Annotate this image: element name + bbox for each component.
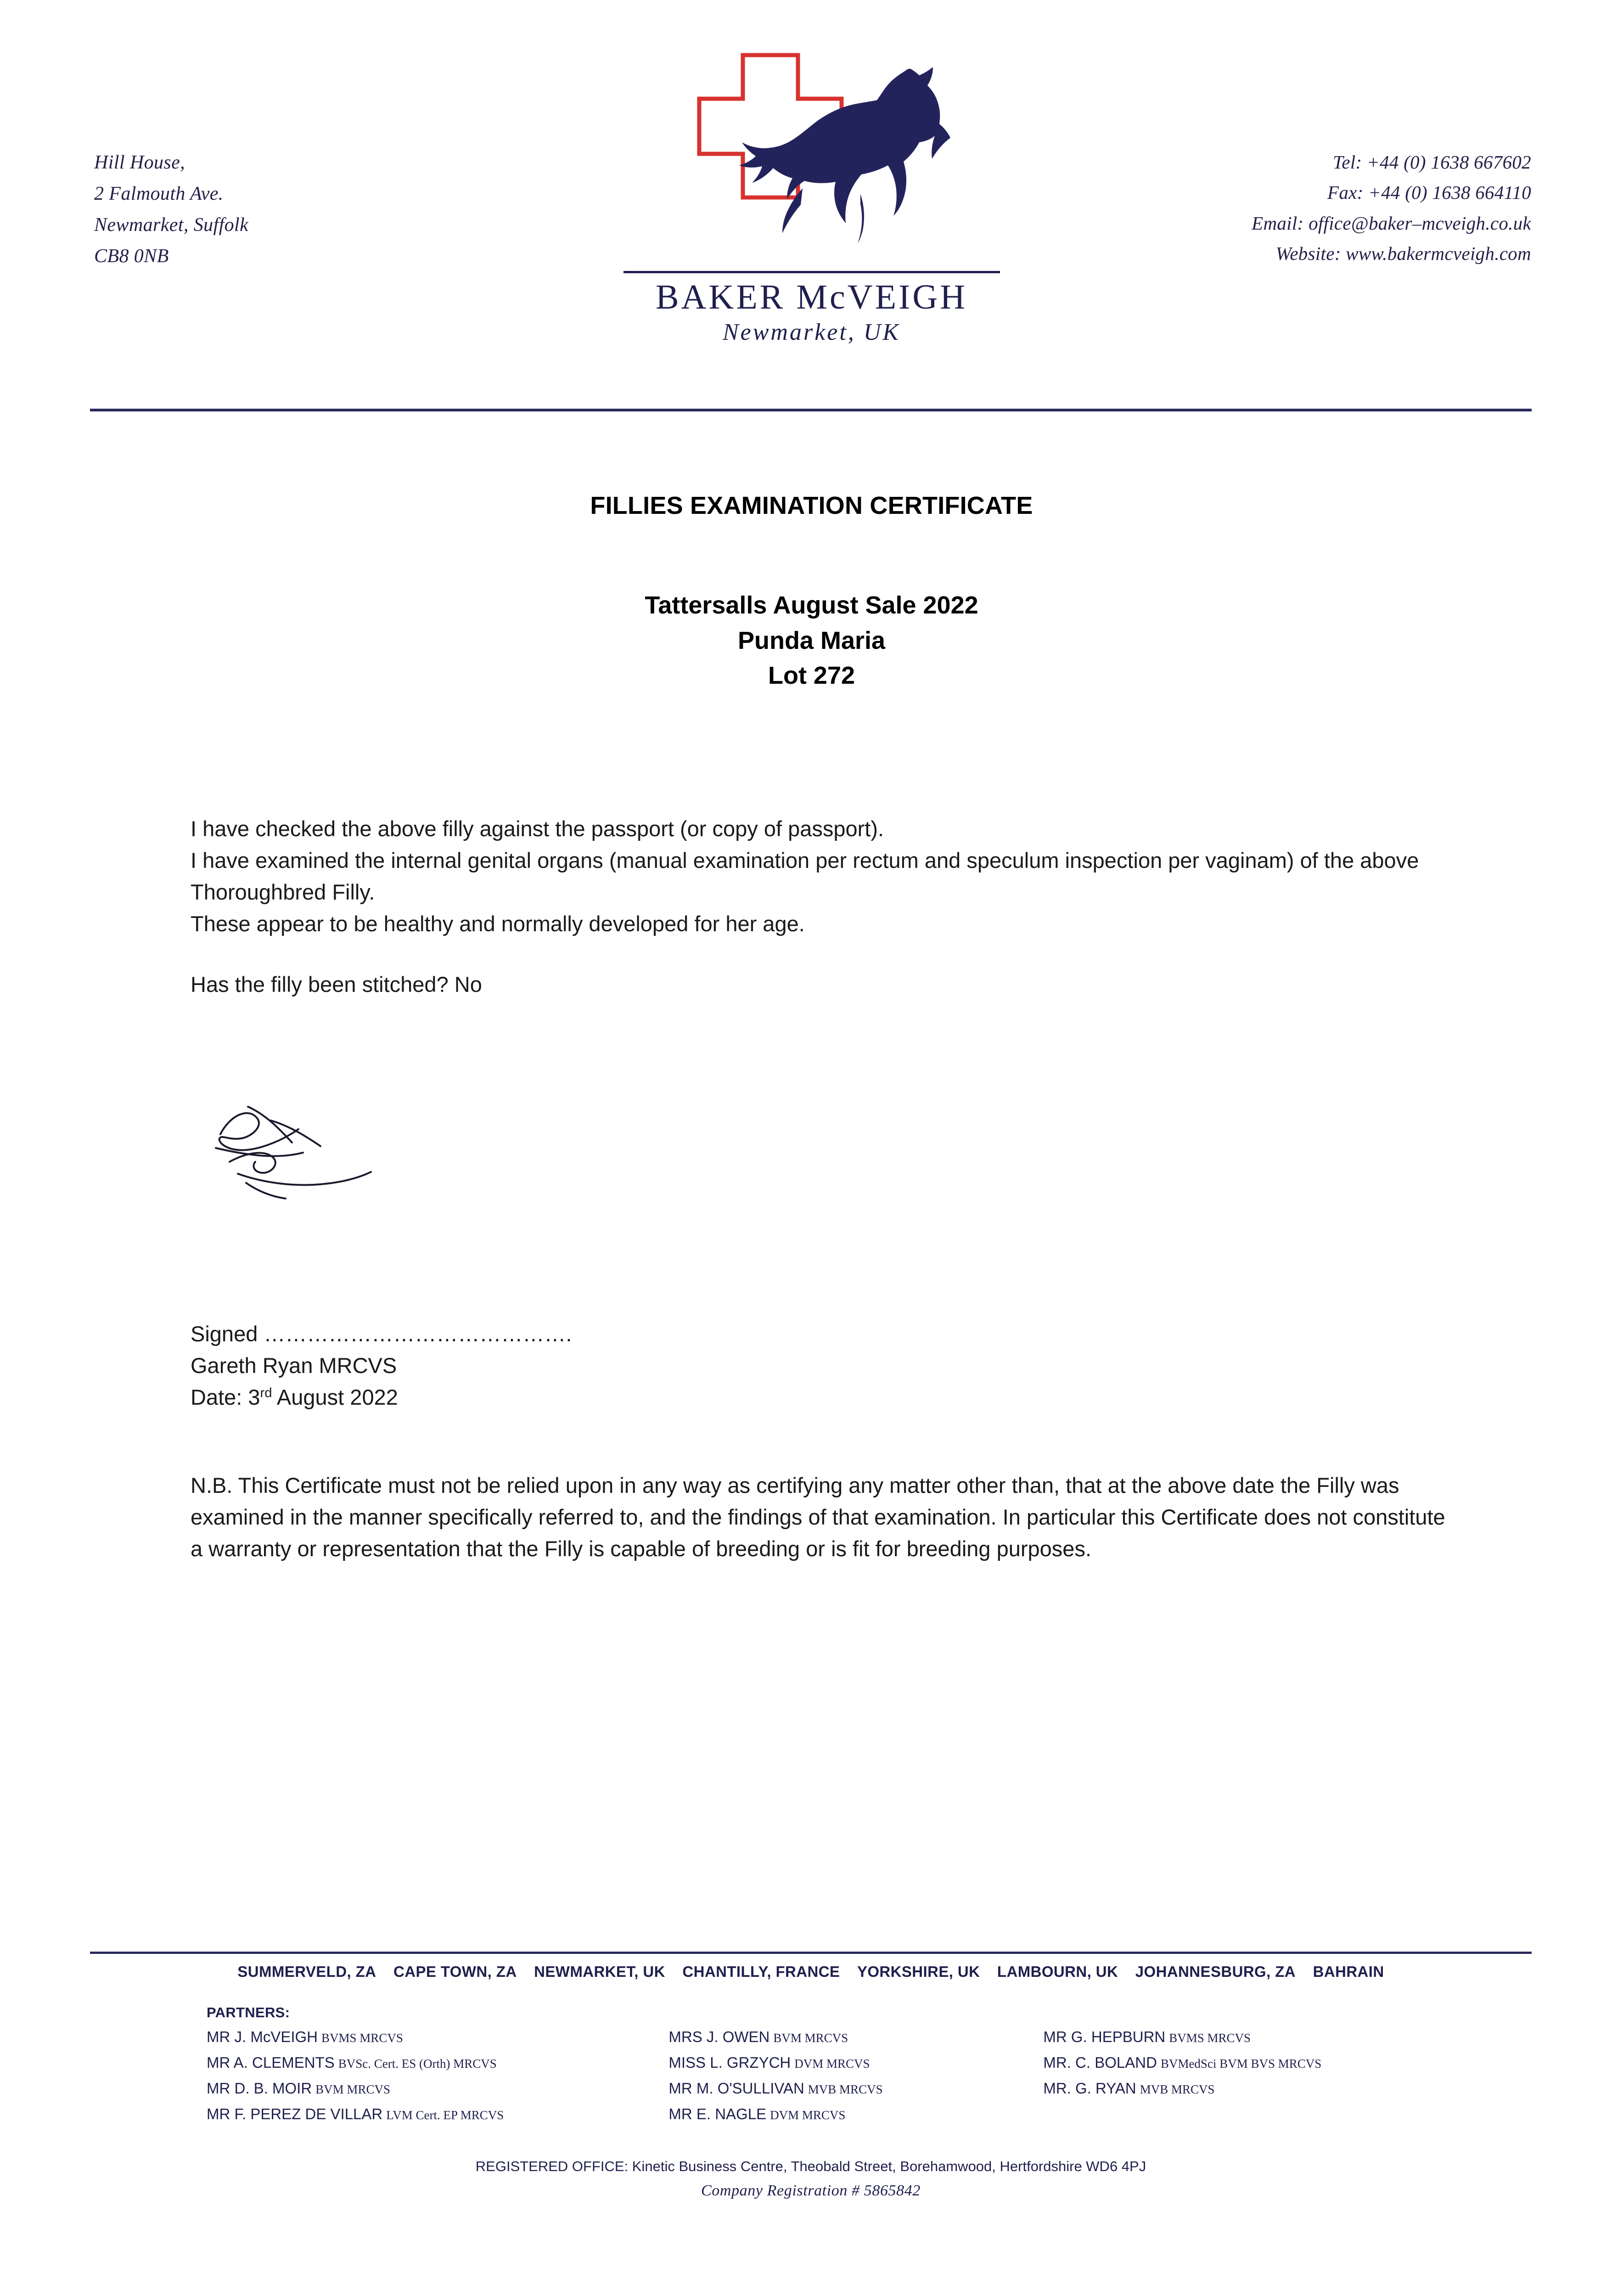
signature-mark bbox=[202, 1093, 459, 1221]
sale-details bbox=[0, 588, 1623, 693]
address-line: Newmarket, Suffolk bbox=[94, 214, 249, 236]
partner-name: MISS L. GRZYCH bbox=[668, 2054, 791, 2071]
horse-and-cross-icon bbox=[605, 51, 1018, 271]
partner-qualifications: BVMedSci BVM BVS MRCVS bbox=[1160, 2057, 1322, 2071]
partner-name: MRS J. OWEN bbox=[668, 2028, 770, 2045]
stitched-question: Has the filly been stitched? No bbox=[191, 972, 482, 997]
statement-paragraph-3: These appear to be healthy and normally developed for her age. bbox=[191, 912, 805, 936]
partners-column bbox=[1043, 2028, 1455, 2131]
partners-section bbox=[207, 2004, 1455, 2131]
partner-qualifications: BVSc. Cert. ES (Orth) MRCVS bbox=[338, 2057, 497, 2071]
signature-block bbox=[191, 1318, 1458, 1413]
partner-qualifications: DVM MRCVS bbox=[770, 2108, 846, 2122]
partner-name: MR M. O'SULLIVAN bbox=[668, 2080, 804, 2097]
location-item: CHANTILLY, FRANCE bbox=[682, 1963, 840, 1980]
signature-date bbox=[191, 1381, 1458, 1413]
address-line: 2 Falmouth Ave. bbox=[94, 183, 224, 205]
contact-email[interactable]: Email: office@baker–mcveigh.co.uk bbox=[1252, 212, 1531, 234]
footer-divider bbox=[90, 1952, 1532, 1954]
location-item: YORKSHIRE, UK bbox=[857, 1963, 980, 1980]
header-divider bbox=[90, 409, 1532, 411]
partner-row bbox=[207, 2080, 668, 2097]
partner-qualifications: BVMS MRCVS bbox=[1169, 2031, 1251, 2045]
sale-name: Tattersalls August Sale 2022 bbox=[645, 591, 978, 619]
location-item: LAMBOURN, UK bbox=[997, 1963, 1118, 1980]
statement-paragraph-1: I have checked the above filly against the passport (or copy of passport). bbox=[191, 816, 884, 841]
lot-number: Lot 272 bbox=[768, 662, 855, 690]
logo-divider bbox=[623, 271, 1000, 273]
page-title: FILLIES EXAMINATION CERTIFICATE bbox=[590, 492, 1033, 519]
letterhead bbox=[0, 0, 1623, 413]
partner-row bbox=[207, 2054, 668, 2071]
partner-qualifications: MVB MRCVS bbox=[1140, 2082, 1215, 2096]
partners-columns bbox=[207, 2028, 1455, 2131]
statement-paragraph-2: I have examined the internal genital organs (manual examination per rectum and speculum inspection per vaginam) of the above Thoroughbred Filly. bbox=[191, 848, 1419, 905]
partner-name: MR D. B. MOIR bbox=[207, 2080, 312, 2097]
practice-address bbox=[94, 147, 461, 272]
partner-name: MR G. HEPBURN bbox=[1043, 2028, 1166, 2045]
partner-name: MR. C. BOLAND bbox=[1043, 2054, 1157, 2071]
partner-qualifications: DVM MRCVS bbox=[794, 2057, 870, 2071]
partner-name: MR A. CLEMENTS bbox=[207, 2054, 335, 2071]
date-prefix: Date: 3 bbox=[191, 1385, 260, 1410]
partner-row bbox=[668, 2028, 1043, 2046]
partners-label: PARTNERS: bbox=[207, 2004, 290, 2020]
partners-column bbox=[207, 2028, 668, 2131]
partner-row bbox=[668, 2105, 1043, 2123]
partner-row bbox=[207, 2105, 668, 2123]
partner-name: MR E. NAGLE bbox=[668, 2105, 767, 2122]
horse-name: Punda Maria bbox=[737, 626, 886, 654]
practice-contact-details bbox=[1072, 147, 1531, 269]
partner-qualifications: BVM MRCVS bbox=[315, 2082, 390, 2096]
registered-office: REGISTERED OFFICE: Kinetic Business Centre, Theobald Street, Borehamwood, Hertfordshire WD6 4PJ bbox=[475, 2158, 1146, 2174]
signed-line: Signed ……………………………………. bbox=[191, 1322, 572, 1346]
logo-location: Newmarket, UK bbox=[722, 319, 901, 346]
location-item: SUMMERVELD, ZA bbox=[237, 1963, 376, 1980]
signatory-name: Gareth Ryan MRCVS bbox=[191, 1353, 397, 1378]
address-line: Hill House, bbox=[94, 152, 185, 173]
company-logo bbox=[582, 51, 1041, 346]
contact-telephone: Tel: +44 (0) 1638 667602 bbox=[1333, 152, 1531, 173]
partner-row bbox=[668, 2080, 1043, 2097]
partner-row bbox=[1043, 2028, 1455, 2046]
partner-qualifications: BVM MRCVS bbox=[773, 2031, 848, 2045]
location-item: CAPE TOWN, ZA bbox=[393, 1963, 517, 1980]
partner-name: MR. G. RYAN bbox=[1043, 2080, 1136, 2097]
partner-row bbox=[1043, 2080, 1455, 2097]
date-ordinal: rd bbox=[260, 1385, 272, 1401]
paragraph-spacer bbox=[191, 940, 1458, 968]
partner-qualifications: BVMS MRCVS bbox=[321, 2031, 403, 2045]
logo-company-name: BAKER McVEIGH bbox=[655, 278, 968, 316]
partner-qualifications: MVB MRCVS bbox=[808, 2082, 883, 2096]
office-locations bbox=[90, 1963, 1532, 1981]
company-registration: Company Registration # 5865842 bbox=[701, 2182, 921, 2199]
partner-row bbox=[207, 2028, 668, 2046]
disclaimer-text: N.B. This Certificate must not be relied upon in any way as certifying any matter other than, that at the above date the Filly was examined in the manner specifically referred to, and the findings of that examination. In particular this Certificate does not constitute a warranty or representation that the Filly is capable of breeding or is fit for breeding purposes. bbox=[191, 1473, 1445, 1561]
disclaimer-note bbox=[191, 1469, 1458, 1564]
contact-fax: Fax: +44 (0) 1638 664110 bbox=[1327, 182, 1531, 203]
partner-row bbox=[668, 2054, 1043, 2071]
contact-website[interactable]: Website: www.bakermcveigh.com bbox=[1275, 243, 1531, 264]
partner-row bbox=[1043, 2054, 1455, 2071]
date-rest: August 2022 bbox=[272, 1385, 398, 1410]
location-item: JOHANNESBURG, ZA bbox=[1135, 1963, 1296, 1980]
location-item: BAHRAIN bbox=[1313, 1963, 1384, 1980]
location-item: NEWMARKET, UK bbox=[534, 1963, 665, 1980]
partner-name: MR F. PEREZ DE VILLAR bbox=[207, 2105, 383, 2122]
address-line: CB8 0NB bbox=[94, 246, 169, 267]
examination-statement bbox=[191, 813, 1458, 1000]
partner-name: MR J. McVEIGH bbox=[207, 2028, 318, 2045]
partners-column bbox=[668, 2028, 1043, 2131]
partner-qualifications: LVM Cert. EP MRCVS bbox=[386, 2108, 504, 2122]
